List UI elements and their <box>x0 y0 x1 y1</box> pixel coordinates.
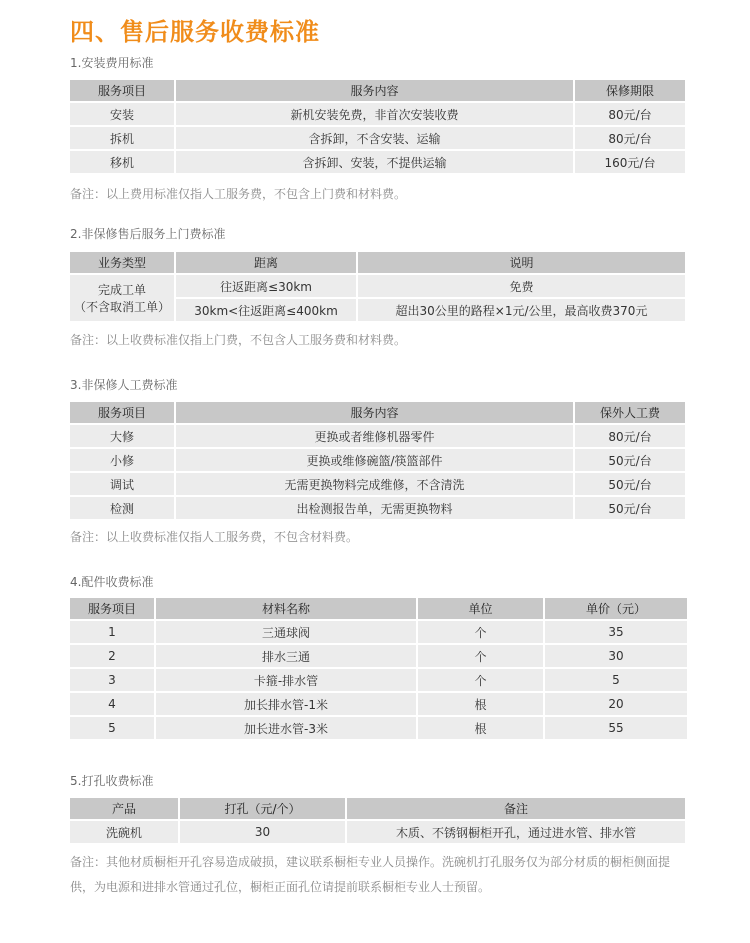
table-cell: 20 <box>545 693 687 715</box>
table-header-row <box>70 402 685 423</box>
header-cell: 单价（元） <box>545 598 687 619</box>
table-cell: 根 <box>418 717 543 739</box>
business-type-cell <box>70 275 174 321</box>
section-heading-drilling: 5.打孔收费标准 <box>70 774 154 788</box>
table-cell: 免费 <box>358 275 685 297</box>
header-cell: 保修期限 <box>575 80 685 101</box>
header-cell: 服务项目 <box>70 402 174 423</box>
table-header-row <box>70 598 687 619</box>
labor-fee-table <box>68 400 687 521</box>
table-cell: 拆机 <box>70 127 174 149</box>
table-cell: 超出30公里的路程×1元/公里，最高收费370元 <box>358 299 685 321</box>
table-cell: 4 <box>70 693 154 715</box>
table-row <box>70 693 687 715</box>
table-row <box>70 473 685 495</box>
table-cell: 3 <box>70 669 154 691</box>
table-cell: 安装 <box>70 103 174 125</box>
visit-fee-table <box>68 250 687 323</box>
table-cell: 35 <box>545 621 687 643</box>
table-cell: 调试 <box>70 473 174 495</box>
table-header-row <box>70 252 685 273</box>
table-cell: 含拆卸、安装，不提供运输 <box>176 151 573 173</box>
table-header-row <box>70 798 685 819</box>
table-cell: 加长进水管-3米 <box>156 717 416 739</box>
header-cell: 服务内容 <box>176 402 573 423</box>
table-cell: 三通球阀 <box>156 621 416 643</box>
table-cell: 移机 <box>70 151 174 173</box>
table-cell: 50元/台 <box>575 473 685 495</box>
header-cell: 说明 <box>358 252 685 273</box>
section-heading-labor: 3.非保修人工费标准 <box>70 378 178 392</box>
table-cell: 木质、不锈钢橱柜开孔，通过进水管、排水管 <box>347 821 685 843</box>
table-cell: 50元/台 <box>575 497 685 519</box>
table-cell: 30 <box>545 645 687 667</box>
note-drilling: 备注：其他材质橱柜开孔容易造成破损，建议联系橱柜专业人员操作。洗碗机打孔服务仅为部分材质的橱柜侧面提供，为电源和进排水管通过孔位，橱柜正面孔位请提前联系橱柜专业人士预留。 <box>70 855 671 894</box>
table-row <box>70 621 687 643</box>
table-cell: 洗碗机 <box>70 821 178 843</box>
table-cell: 80元/台 <box>575 127 685 149</box>
table-row <box>70 669 687 691</box>
table-cell: 2 <box>70 645 154 667</box>
table-cell: 30 <box>180 821 345 843</box>
section-heading-visit: 2.非保修售后服务上门费标准 <box>70 227 226 241</box>
header-cell: 材料名称 <box>156 598 416 619</box>
table-cell: 个 <box>418 669 543 691</box>
table-cell: 160元/台 <box>575 151 685 173</box>
table-row <box>70 151 685 173</box>
table-cell: 出检测报告单，无需更换物料 <box>176 497 573 519</box>
table-cell: 55 <box>545 717 687 739</box>
note-visit: 备注：以上收费标准仅指上门费，不包含人工服务费和材料费。 <box>70 333 407 347</box>
table-cell: 卡箍-排水管 <box>156 669 416 691</box>
table-row <box>70 497 685 519</box>
header-cell: 业务类型 <box>70 252 174 273</box>
parts-fee-table <box>68 596 689 741</box>
page-title: 四、售后服务收费标准 <box>70 18 320 46</box>
table-row <box>70 449 685 471</box>
table-cell: 无需更换物料完成维修，不含清洗 <box>176 473 573 495</box>
table-cell: 30km<往返距离≤400km <box>176 299 356 321</box>
table-cell: 检测 <box>70 497 174 519</box>
header-cell: 备注 <box>347 798 685 819</box>
header-cell: 单位 <box>418 598 543 619</box>
table-cell: 个 <box>418 645 543 667</box>
table-cell: 更换或维修碗篮/筷篮部件 <box>176 449 573 471</box>
table-row <box>70 425 685 447</box>
header-cell: 打孔（元/个） <box>180 798 345 819</box>
table-row <box>70 275 685 297</box>
table-cell: 新机安装免费，非首次安装收费 <box>176 103 573 125</box>
header-cell: 服务项目 <box>70 80 174 101</box>
header-cell: 服务内容 <box>176 80 573 101</box>
table-cell: 排水三通 <box>156 645 416 667</box>
table-cell: 含拆卸，不含安装、运输 <box>176 127 573 149</box>
table-cell: 5 <box>545 669 687 691</box>
note-install: 备注：以上费用标准仅指人工服务费，不包含上门费和材料费。 <box>70 187 407 201</box>
table-cell: 50元/台 <box>575 449 685 471</box>
business-type-line1: 完成工单 <box>97 283 146 297</box>
table-row <box>70 103 685 125</box>
table-cell: 1 <box>70 621 154 643</box>
drilling-fee-table <box>68 796 687 845</box>
header-cell: 产品 <box>70 798 178 819</box>
table-cell: 个 <box>418 621 543 643</box>
note-labor: 备注：以上收费标准仅指人工服务费，不包含材料费。 <box>70 530 359 544</box>
header-cell: 距离 <box>176 252 356 273</box>
table-header-row <box>70 80 685 101</box>
table-cell: 小修 <box>70 449 174 471</box>
header-cell: 服务项目 <box>70 598 154 619</box>
install-fee-table <box>68 78 687 175</box>
table-row <box>70 821 685 843</box>
table-cell: 80元/台 <box>575 103 685 125</box>
table-cell: 更换或者维修机器零件 <box>176 425 573 447</box>
section-heading-parts: 4.配件收费标准 <box>70 575 154 589</box>
table-cell: 根 <box>418 693 543 715</box>
table-cell: 往返距离≤30km <box>176 275 356 297</box>
table-row <box>70 127 685 149</box>
header-cell: 保外人工费 <box>575 402 685 423</box>
section-heading-install: 1.安装费用标准 <box>70 56 154 70</box>
table-cell: 加长排水管-1米 <box>156 693 416 715</box>
table-row <box>70 717 687 739</box>
table-cell: 大修 <box>70 425 174 447</box>
business-type-line2: （不含取消工单） <box>73 300 170 314</box>
table-cell: 5 <box>70 717 154 739</box>
table-cell: 80元/台 <box>575 425 685 447</box>
table-row <box>70 645 687 667</box>
